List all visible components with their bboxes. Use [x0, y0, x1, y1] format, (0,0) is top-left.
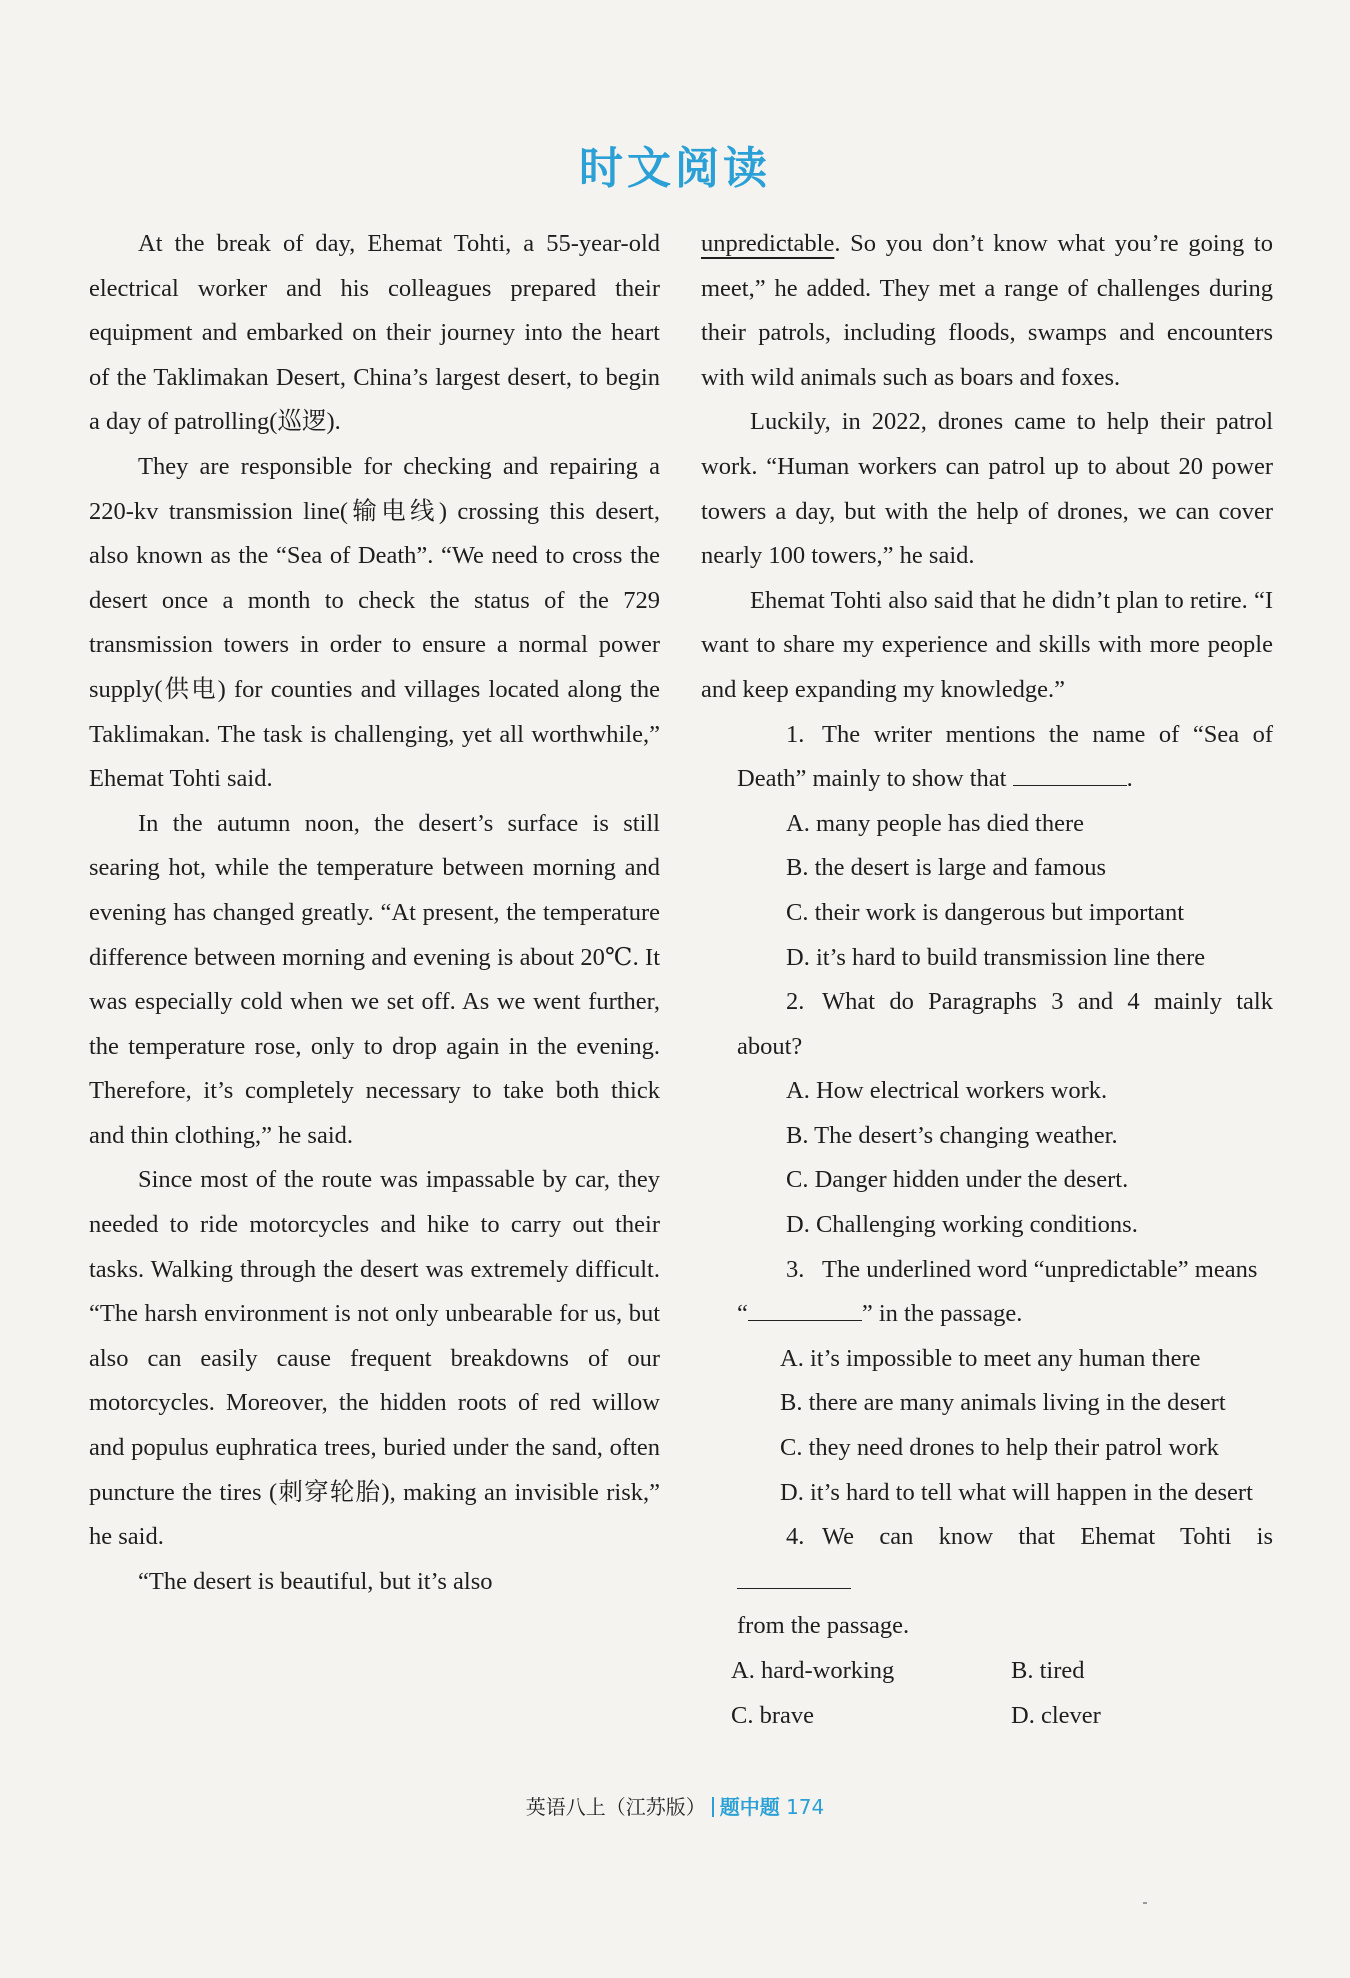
book-title: 英语八上（江苏版）	[525, 1795, 706, 1819]
option-b[interactable]: B. tired	[1011, 1657, 1085, 1684]
option-d[interactable]: D. it’s hard to tell what will happen in the desert	[780, 1478, 1253, 1506]
option-b[interactable]: B. the desert is large and famous	[786, 854, 1107, 882]
option-a[interactable]: A. hard-working	[731, 1657, 895, 1684]
paragraph-1: At the break of day, Ehemat Tohti, a 55-year-old electrical worker and his colleagues prepared their equipment and embarked on their journey into the heart of the Taklimakan Desert, China’s largest desert, to begin a day of patrolling(巡逻).	[89, 230, 660, 436]
answer-blank[interactable]	[1013, 763, 1127, 786]
option-a[interactable]: A. How electrical workers work.	[786, 1077, 1108, 1105]
option-d[interactable]: D. Challenging working conditions.	[786, 1211, 1138, 1239]
option-d[interactable]: D. it’s hard to build transmission line there	[786, 943, 1206, 971]
page-number: 174	[786, 1795, 825, 1819]
option-b[interactable]: B. The desert’s changing weather.	[786, 1121, 1118, 1149]
option-c[interactable]: C. brave	[731, 1701, 814, 1729]
question-stem: 4. We can know that Ehemat Tohti is from the passage.	[737, 1523, 1273, 1640]
paragraph-7: Ehemat Tohti also said that he didn’t plan to retire. “I want to share my experience and skills with more people and keep expanding my knowledge.”	[701, 586, 1273, 703]
question-4	[701, 1515, 1273, 1738]
option-c[interactable]: C. Danger hidden under the desert.	[786, 1166, 1129, 1194]
series-name: 题中题	[719, 1795, 780, 1819]
option-b[interactable]: B. there are many animals living in the desert	[780, 1389, 1226, 1417]
question-1	[701, 713, 1273, 981]
answer-blank[interactable]	[748, 1298, 862, 1321]
page-footer	[0, 1791, 1350, 1820]
option-a[interactable]: A. many people has died there	[786, 809, 1084, 837]
options-row-2	[701, 1694, 1273, 1739]
paragraph-6: Luckily, in 2022, drones came to help their patrol work. “Human workers can patrol up to about 20 power towers a day, but with the help of drones, we can cover nearly 100 towers,” he said.	[701, 408, 1273, 570]
right-column	[701, 222, 1273, 1738]
paragraph-2: They are responsible for checking and repairing a 220-kv transmission line(输电线) crossing this desert, also known as the “Sea of Death”. “We need to cross the desert once a month to check the status of the 729 transmission towers in order to ensure a normal power supply(供电) for counties and villages located along the Taklimakan. The task is challenging, yet all worthwhile,” Ehemat Tohti said.	[89, 452, 660, 793]
option-d[interactable]: D. clever	[1011, 1701, 1101, 1729]
paragraph-5-rest: . So you don’t know what you’re going to meet,” he added. They met a range of challenges during their patrols, including floods, swamps and encounters with wild animals such as boars and foxes.	[701, 230, 1273, 391]
paragraph-4: Since most of the route was impassable by car, they needed to ride motorcycles and hike to carry out their tasks. Walking through the desert was extremely difficult. “The harsh environment is not only unbearable for us, but also can easily cause frequent breakdowns of our motorcycles. Moreover, the hidden roots of red willow and populus euphratica trees, buried under the sand, often puncture the tires (刺穿轮胎), making an invisible risk,” he said.	[89, 1166, 660, 1551]
question-stem: 1. The writer mentions the name of “Sea of Death” mainly to show that .	[737, 720, 1273, 793]
option-c[interactable]: C. they need drones to help their patrol work	[780, 1434, 1219, 1462]
answer-blank[interactable]	[737, 1566, 851, 1589]
scan-speck	[1143, 1902, 1147, 1904]
page-title: 时文阅读	[579, 143, 771, 194]
option-a[interactable]: A. it’s impossible to meet any human there	[780, 1344, 1201, 1372]
paragraph-5-start: “The desert is beautiful, but it’s also	[138, 1567, 493, 1595]
question-stem: 2. What do Paragraphs 3 and 4 mainly talk about?	[737, 988, 1273, 1060]
left-column	[89, 222, 660, 1604]
question-2	[701, 980, 1273, 1248]
question-3	[701, 1248, 1273, 1516]
footer-divider	[712, 1797, 714, 1817]
paragraph-3: In the autumn noon, the desert’s surface is still searing hot, while the temperature between morning and evening has changed greatly. “At present, the temperature difference between morning and evening is about 20℃. It was especially cold when we set off. As we went further, the temperature rose, only to drop again in the evening. Therefore, it’s completely necessary to take both thick and thin clothing,” he said.	[89, 809, 660, 1149]
underlined-word: unpredictable	[701, 230, 835, 257]
paragraph-5-end	[701, 222, 1273, 400]
question-stem: 3. The underlined word “unpredictable” means “ ” in the passage.	[737, 1255, 1258, 1328]
option-c[interactable]: C. their work is dangerous but important	[786, 898, 1185, 926]
options-row-1	[701, 1649, 1273, 1694]
